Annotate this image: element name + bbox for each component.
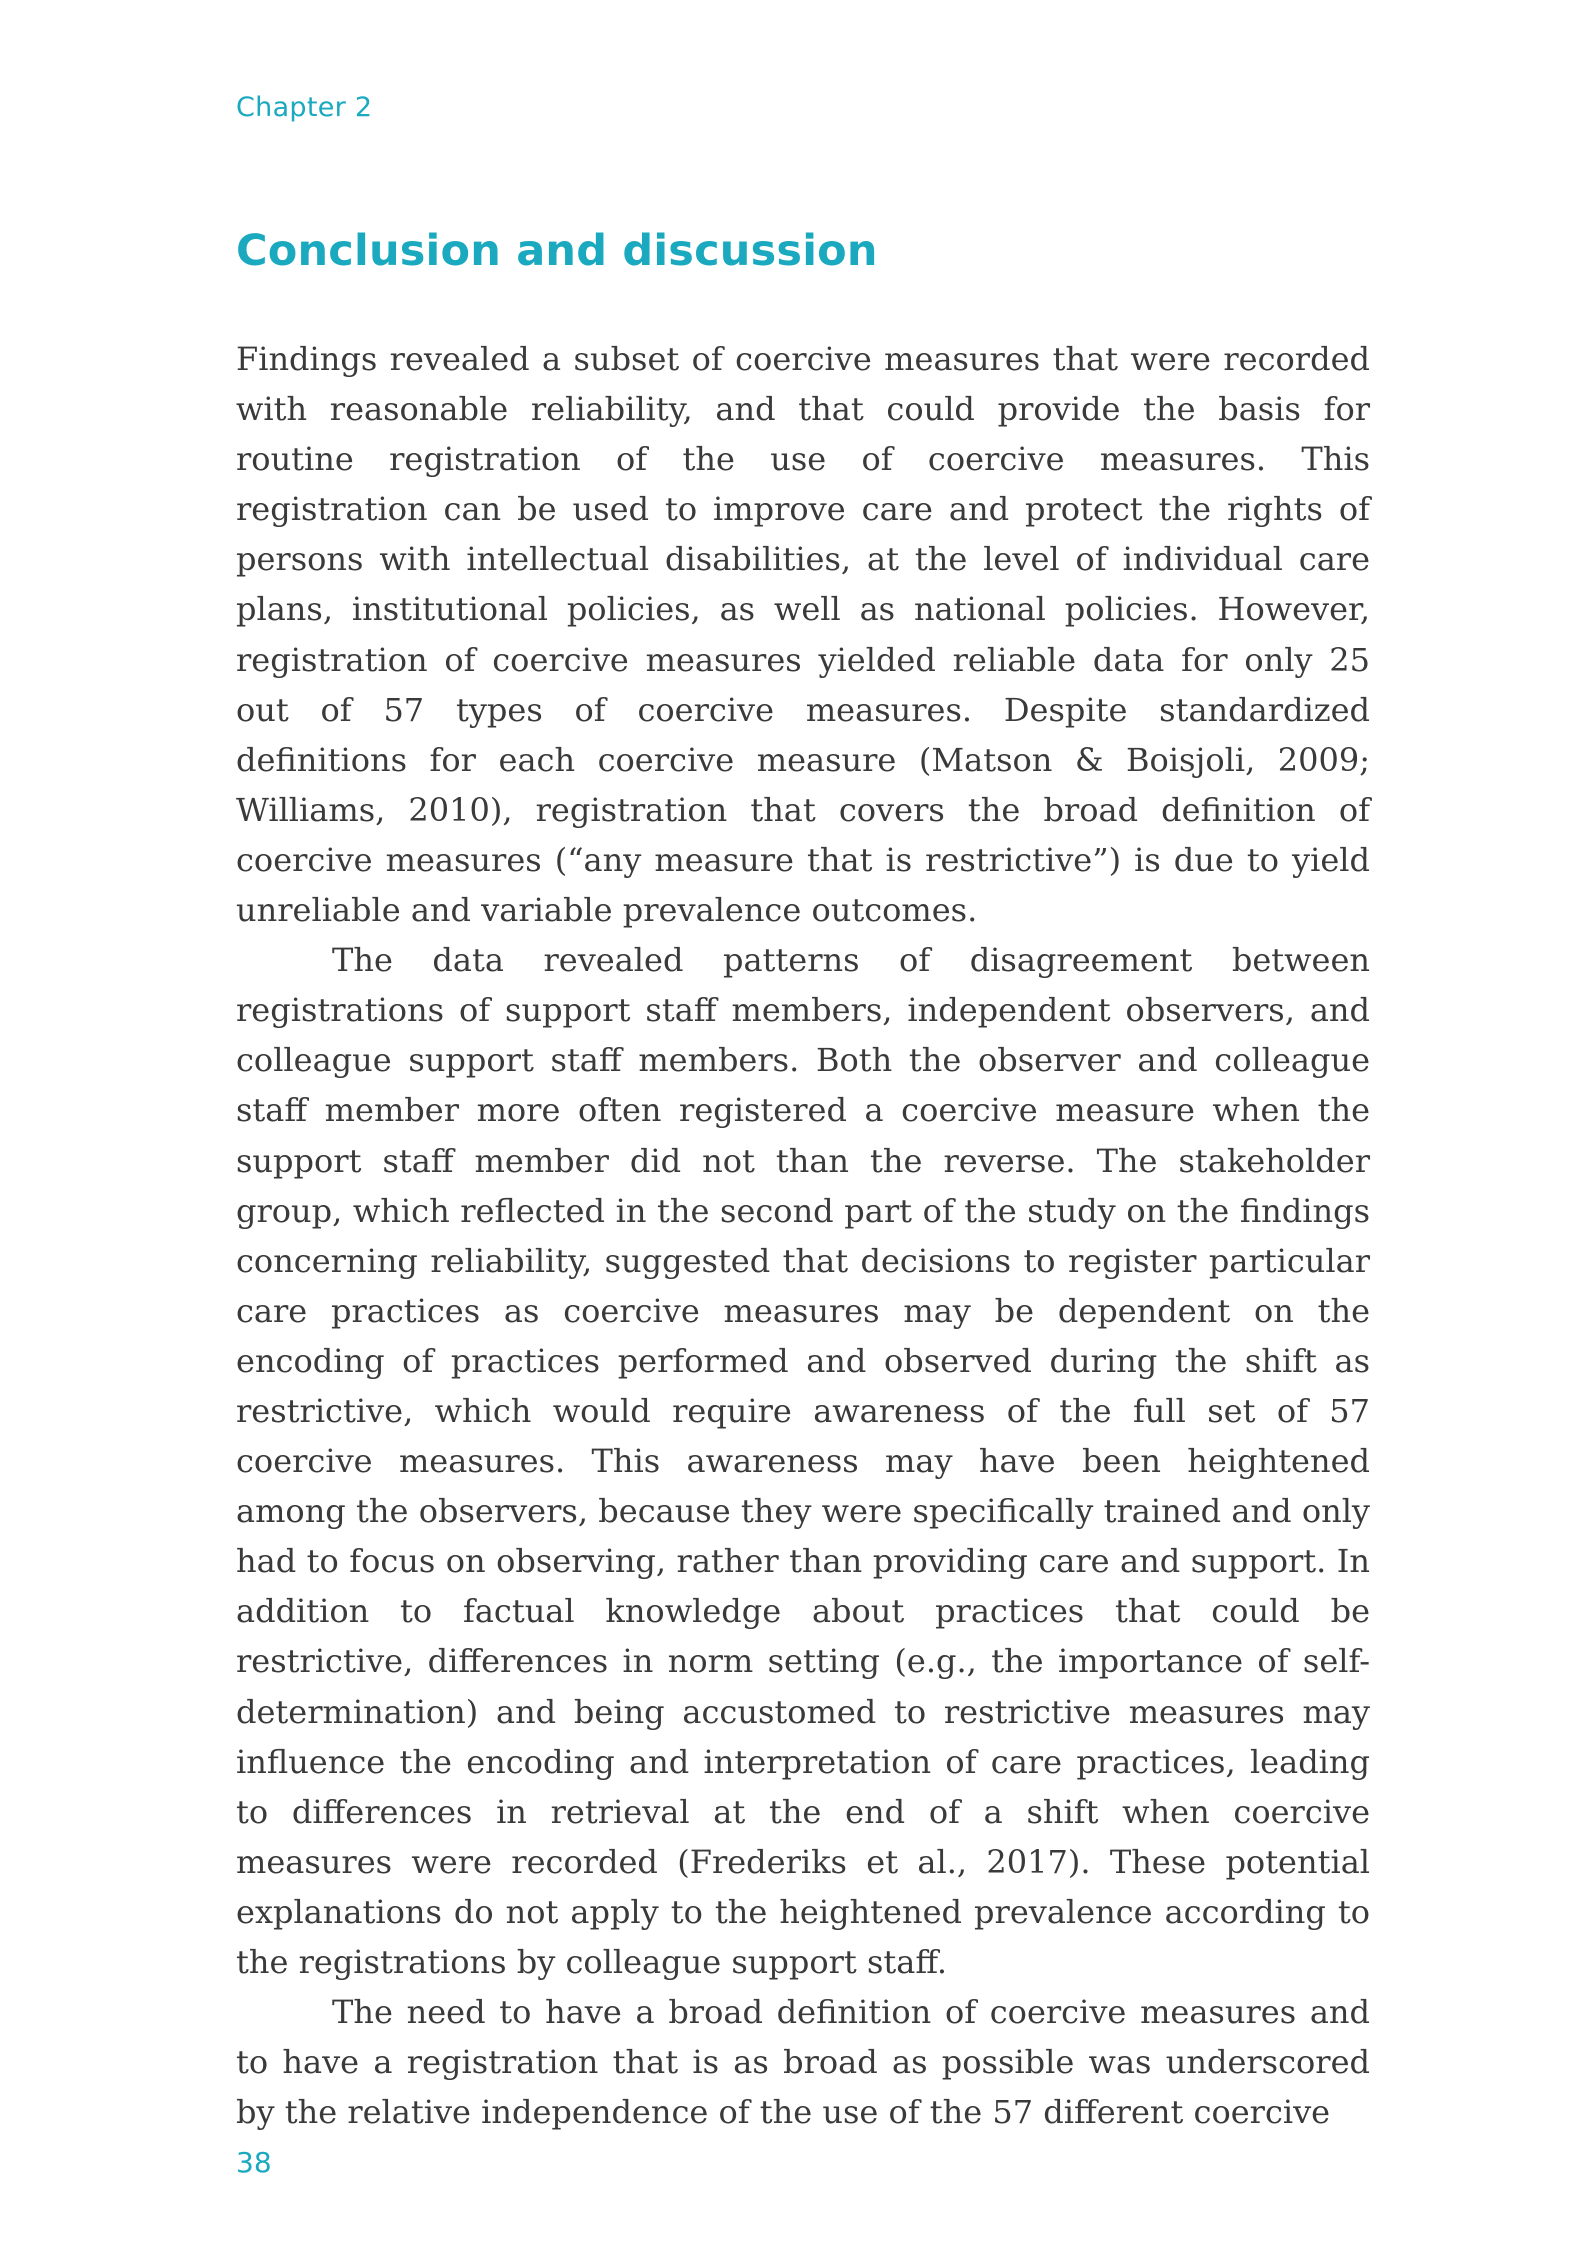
- paragraph-1: Findings revealed a subset of coercive measures that were recorded with reasonable reliability, and that could provide the basis for routine registration of the use of coercive measures. This registration can be used to improve care and protect the rights of persons with intellectual disabilities, at the level of individual care plans, institutional policies, as well as national policies. However, registration of coercive measures yielded reliable data for only 25 out of 57 types of coercive measures. Despite standardized definitions for each coercive measure (Matson & Boisjoli, 2009; Williams, 2010), registration that covers the broad definition of coercive measures (“any measure that is restrictive”) is due to yield unreliable and variable prevalence outcomes.: [236, 340, 1370, 930]
- body-text: [236, 334, 1370, 2137]
- running-header: Chapter 2: [236, 92, 373, 123]
- section-heading: Conclusion and discussion: [236, 226, 878, 276]
- page-number: 38: [236, 2146, 272, 2179]
- paragraph-2: The data revealed patterns of disagreement between registrations of support staff members, independent observers, and colleague support staff members. Both the observer and colleague staff member more often registered a coercive measure when the support staff member did not than the reverse. The stakeholder group, which reflected in the second part of the study on the findings concerning reliability, suggested that decisions to register particular care practices as coercive measures may be dependent on the encoding of practices performed and observed during the shift as restrictive, which would require awareness of the full set of 57 coercive measures. This awareness may have been heightened among the observers, because they were specifically trained and only had to focus on observing, rather than providing care and support. In addition to factual knowledge about practices that could be restrictive, differences in norm setting (e.g., the importance of self-determination) and being accustomed to restrictive measures may influence the encoding and interpretation of care practices, leading to differences in retrieval at the end of a shift when coercive measures were recorded (Frederiks et al., 2017). These potential explanations do not apply to the heightened prevalence according to the registrations by colleague support staff.: [236, 941, 1370, 1981]
- paragraph-3: The need to have a broad definition of coercive measures and to have a registration that is as broad as possible was underscored by the relative independence of the use of the 57 different coercive: [236, 1993, 1370, 2132]
